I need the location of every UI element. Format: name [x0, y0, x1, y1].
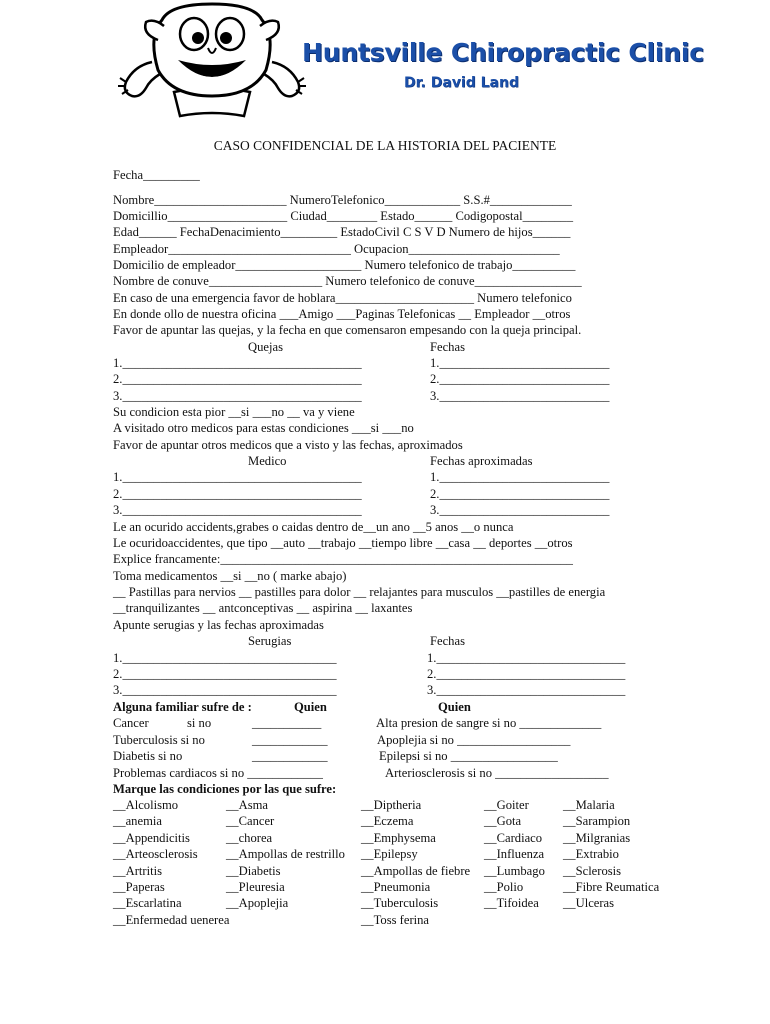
familiar-arteriosclerosis[interactable]: Arteriosclerosis si no __________________	[385, 766, 609, 780]
condition-checkbox[interactable]: __Influenza	[484, 847, 545, 861]
emergencia-line[interactable]: En caso de una emergencia favor de hoblara______________________ Numero telefonico	[113, 291, 572, 305]
queja-fecha-line[interactable]: 3.___________________________	[430, 389, 610, 403]
familiar-cardiacos[interactable]: Problemas cardiacos si no ____________	[113, 766, 323, 780]
medico-header: Medico	[248, 454, 287, 468]
condition-checkbox[interactable]: __Appendicitis	[113, 831, 190, 845]
serugia-fecha-line[interactable]: 1.______________________________	[427, 651, 626, 665]
condition-checkbox[interactable]: __Polio	[484, 880, 524, 894]
fechas-aprox-header: Fechas aproximadas	[430, 454, 533, 468]
condition-checkbox[interactable]: __Fibre Reumatica	[563, 880, 660, 894]
serugia-line[interactable]: 2.__________________________________	[113, 667, 337, 681]
medico-line[interactable]: 3.______________________________________	[113, 503, 362, 517]
serugia-fecha-line[interactable]: 2.______________________________	[427, 667, 626, 681]
otros-medicos-intro: Favor de apuntar otros medicos que a visto y las fechas, aproximados	[113, 438, 463, 452]
pastillas-line-2[interactable]: __tranquilizantes __ antconceptivas __ aspirina __ laxantes	[113, 601, 413, 615]
queja-line[interactable]: 3.______________________________________	[113, 389, 362, 403]
medicamentos-line[interactable]: Toma medicamentos __si __no ( marke abajo)	[113, 569, 347, 583]
condition-checkbox[interactable]: __chorea	[226, 831, 273, 845]
condition-checkbox[interactable]: __anemia	[113, 814, 162, 828]
fecha-field[interactable]: Fecha_________	[113, 168, 200, 182]
oficina-line[interactable]: En donde ollo de nuestra oficina ___Amigo ___Paginas Telefonicas __ Empleador __otros	[113, 307, 571, 321]
condiciones-header: Marque las condiciones por las que sufre:	[113, 782, 337, 796]
condition-checkbox[interactable]: __Asma	[226, 798, 268, 812]
familiar-cancer-blank[interactable]: ___________	[252, 716, 322, 730]
nombre-line[interactable]: Nombre_____________________ NumeroTelefonico____________ S.S.#_____________	[113, 193, 572, 207]
condition-checkbox[interactable]: __Diabetis	[226, 864, 281, 878]
quejas-header: Quejas	[248, 340, 283, 354]
condition-checkbox[interactable]: __Alcolismo	[113, 798, 179, 812]
queja-line[interactable]: 1.______________________________________	[113, 356, 362, 370]
condition-checkbox[interactable]: __Extrabio	[563, 847, 619, 861]
accidentes-line[interactable]: Le an ocurido accidents,grabes o caidas dentro de__un ano __5 anos __o nunca	[113, 520, 514, 534]
familiar-apoplejia[interactable]: Apoplejia si no __________________	[377, 733, 571, 747]
condition-checkbox[interactable]: __Paperas	[113, 880, 165, 894]
familiar-tuberculosis[interactable]: Tuberculosis si no	[113, 733, 205, 747]
condition-checkbox[interactable]: __Pleuresia	[226, 880, 285, 894]
condition-checkbox[interactable]: __Milgranias	[563, 831, 631, 845]
condition-checkbox[interactable]: __Toss ferina	[361, 913, 430, 927]
condition-checkbox[interactable]: __Ulceras	[563, 896, 615, 910]
queja-line[interactable]: 2.______________________________________	[113, 372, 362, 386]
medico-line[interactable]: 1.______________________________________	[113, 470, 362, 484]
quien-header: Quien	[294, 700, 327, 714]
condition-checkbox[interactable]: __Ampollas de fiebre	[361, 864, 471, 878]
familiar-cancer-label: Cancer	[113, 716, 149, 730]
condition-checkbox[interactable]: __Goiter	[484, 798, 529, 812]
condition-checkbox[interactable]: __Diptheria	[361, 798, 422, 812]
conuve-line[interactable]: Nombre de conuve__________________ Numero telefonico de conuve_________________	[113, 274, 582, 288]
explique-line[interactable]: Explice francamente:________________________________________________________	[113, 552, 573, 566]
condition-checkbox[interactable]: __Escarlatina	[113, 896, 182, 910]
serugias-fechas-header: Fechas	[430, 634, 465, 648]
condition-checkbox[interactable]: __Lumbago	[484, 864, 545, 878]
serugias-header: Serugias	[248, 634, 292, 648]
medico-fecha-line[interactable]: 2.___________________________	[430, 487, 610, 501]
doctor-name: Dr. David Land	[404, 75, 519, 91]
condition-checkbox[interactable]: __Epilepsy	[361, 847, 418, 861]
familiar-header: Alguna familiar sufre de :	[113, 700, 252, 714]
condition-checkbox[interactable]: __Gota	[484, 814, 522, 828]
familiar-diabetis-blank[interactable]: ____________	[252, 749, 328, 763]
condition-checkbox[interactable]: __Arteosclerosis	[113, 847, 198, 861]
condition-checkbox[interactable]: __Emphysema	[361, 831, 436, 845]
domicilio-line[interactable]: Domicillio___________________ Ciudad________ Estado______ Codigopostal________	[113, 209, 574, 223]
clinic-name: Huntsville Chiropractic Clinic	[302, 38, 704, 67]
serugia-line[interactable]: 1.__________________________________	[113, 651, 337, 665]
familiar-presion[interactable]: Alta presion de sangre si no _____________	[376, 716, 602, 730]
condition-checkbox[interactable]: __Sarampion	[563, 814, 631, 828]
condition-checkbox[interactable]: __Cardiaco	[484, 831, 543, 845]
medico-line[interactable]: 2.______________________________________	[113, 487, 362, 501]
domicilio-empleador-line[interactable]: Domicilio de empleador____________________ Numero telefonico de trabajo__________	[113, 258, 576, 272]
condition-checkbox[interactable]: __Sclerosis	[563, 864, 622, 878]
condition-checkbox[interactable]: __Malaria	[563, 798, 615, 812]
form-title: CASO CONFIDENCIAL DE LA HISTORIA DEL PACIENTE	[213, 138, 557, 153]
condition-checkbox[interactable]: __Artritis	[113, 864, 162, 878]
empleador-line[interactable]: Empleador_____________________________ Ocupacion________________________	[113, 242, 560, 256]
condition-checkbox[interactable]: __Apoplejia	[226, 896, 289, 910]
condition-checkbox[interactable]: __Eczema	[361, 814, 414, 828]
quejas-intro: Favor de apuntar las quejas, y la fecha en que comensaron empesando con la queja principal.	[113, 323, 582, 337]
medico-fecha-line[interactable]: 1.___________________________	[430, 470, 610, 484]
fechas-header: Fechas	[430, 340, 465, 354]
familiar-diabetis[interactable]: Diabetis si no	[113, 749, 183, 763]
medico-fecha-line[interactable]: 3.___________________________	[430, 503, 610, 517]
spine-mascot-icon	[112, 0, 312, 118]
serugia-line[interactable]: 3.__________________________________	[113, 683, 337, 697]
edad-line[interactable]: Edad______ FechaDenacimiento_________ EstadoCivil C S V D Numero de hijos______	[113, 225, 571, 239]
familiar-epilepsi[interactable]: Epilepsi si no _________________	[379, 749, 558, 763]
serugia-fecha-line[interactable]: 3.______________________________	[427, 683, 626, 697]
condicion-line[interactable]: Su condicion esta pior __si ___no __ va y viene	[113, 405, 355, 419]
tipo-accidente-line[interactable]: Le ocuridoaccidentes, que tipo __auto __trabajo __tiempo libre __casa __ deportes __otros	[113, 536, 573, 550]
condition-checkbox[interactable]: __Cancer	[226, 814, 275, 828]
condition-checkbox[interactable]: __Ampollas de restrillo	[226, 847, 345, 861]
pastillas-line-1[interactable]: __ Pastillas para nervios __ pastilles para dolor __ relajantes para musculos __pastilles de energia	[113, 585, 606, 599]
cirugias-intro: Apunte serugias y las fechas aproximadas	[113, 618, 324, 632]
condition-checkbox[interactable]: __Enfermedad uenerea	[113, 913, 230, 927]
queja-fecha-line[interactable]: 1.___________________________	[430, 356, 610, 370]
queja-fecha-line[interactable]: 2.___________________________	[430, 372, 610, 386]
quien-header: Quien	[438, 700, 471, 714]
condition-checkbox[interactable]: __Tuberculosis	[361, 896, 439, 910]
familiar-tuberculosis-blank[interactable]: ____________	[252, 733, 328, 747]
visitado-line[interactable]: A visitado otro medicos para estas condiciones ___si ___no	[113, 421, 414, 435]
familiar-cancer-options[interactable]: si no	[187, 716, 212, 730]
condition-checkbox[interactable]: __Tifoidea	[484, 896, 539, 910]
condition-checkbox[interactable]: __Pneumonia	[361, 880, 431, 894]
